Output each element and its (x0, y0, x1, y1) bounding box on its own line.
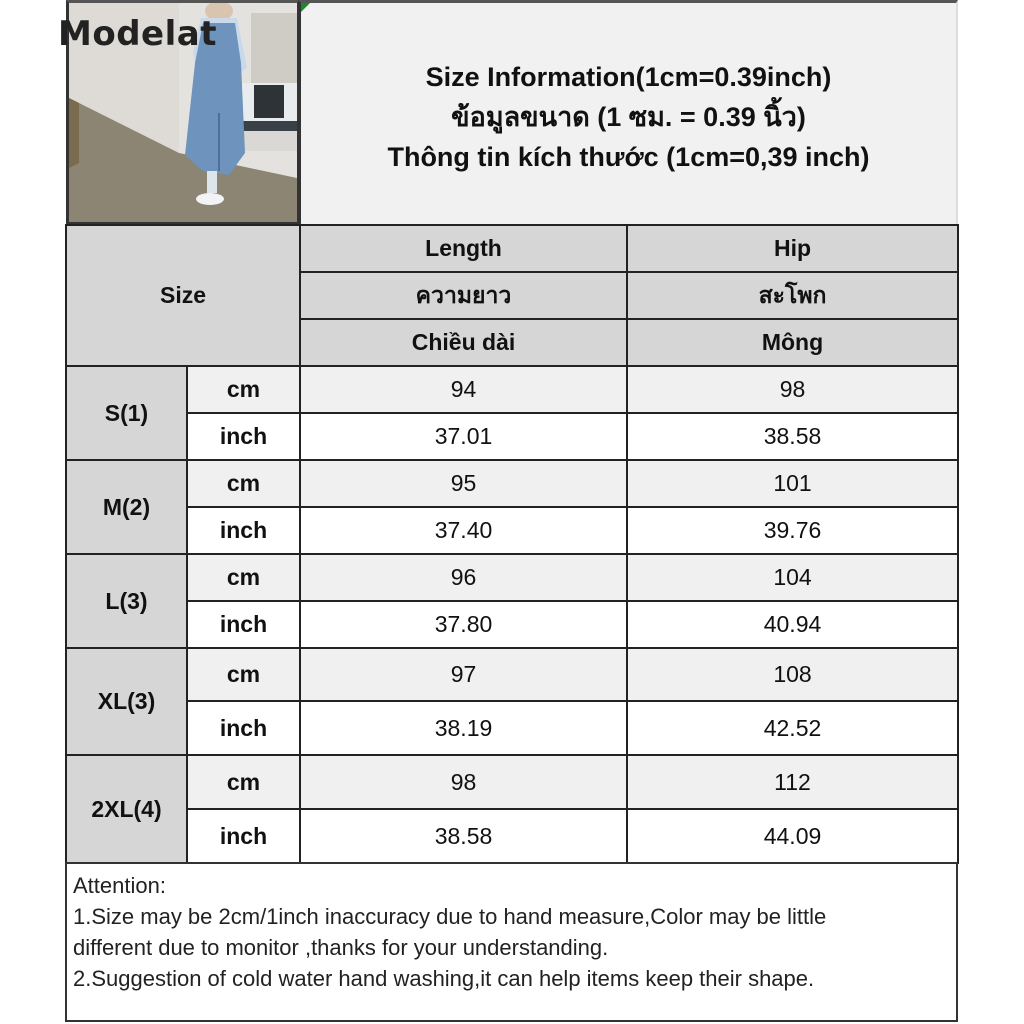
attention-notes (65, 862, 958, 1022)
unit-label: inch (187, 507, 300, 554)
length-value: 38.19 (300, 701, 627, 755)
hip-value: 38.58 (627, 413, 958, 460)
hip-value: 40.94 (627, 601, 958, 648)
length-value: 97 (300, 648, 627, 701)
hip-header-en: Hip (627, 225, 958, 272)
length-value: 38.58 (300, 809, 627, 863)
watermark-text: Modelat (58, 14, 217, 54)
length-header-en: Length (300, 225, 627, 272)
length-value: 37.80 (300, 601, 627, 648)
title-vietnamese: Thông tin kích thước (1cm=0,39 inch) (387, 142, 870, 172)
hip-header-vi: Mông (627, 319, 958, 366)
table-row (66, 366, 958, 413)
length-value: 37.40 (300, 507, 627, 554)
table-row (66, 507, 958, 554)
hip-value: 98 (627, 366, 958, 413)
notes-heading: Attention: (73, 873, 166, 898)
unit-label: inch (187, 601, 300, 648)
unit-label: cm (187, 366, 300, 413)
table-row (66, 809, 958, 863)
length-header-vi: Chiều dài (300, 319, 627, 366)
table-row (66, 460, 958, 507)
note-line-2: different due to monitor ,thanks for your understanding. (73, 935, 609, 960)
hip-header-th: สะโพก (627, 272, 958, 319)
table-row (66, 701, 958, 755)
table-row (66, 648, 958, 701)
size-label: L(3) (66, 554, 187, 648)
size-info-title-cell (298, 0, 958, 227)
length-value: 94 (300, 366, 627, 413)
unit-label: inch (187, 413, 300, 460)
table-row (66, 413, 958, 460)
unit-label: inch (187, 809, 300, 863)
hip-value: 104 (627, 554, 958, 601)
length-value: 96 (300, 554, 627, 601)
unit-label: cm (187, 554, 300, 601)
unit-label: cm (187, 648, 300, 701)
cell-marker-icon (301, 3, 310, 12)
table-row (66, 554, 958, 601)
hip-value: 42.52 (627, 701, 958, 755)
table-row (66, 601, 958, 648)
unit-label: cm (187, 755, 300, 809)
title-thai: ข้อมูลขนาด (1 ซม. = 0.39 นิ้ว) (451, 102, 806, 132)
size-label: M(2) (66, 460, 187, 554)
size-label: 2XL(4) (66, 755, 187, 863)
hip-value: 101 (627, 460, 958, 507)
size-label: S(1) (66, 366, 187, 460)
hip-value: 112 (627, 755, 958, 809)
hip-value: 44.09 (627, 809, 958, 863)
note-line-1: 1.Size may be 2cm/1inch inaccuracy due to hand measure,Color may be little (73, 904, 827, 929)
length-value: 37.01 (300, 413, 627, 460)
size-header: Size (66, 225, 300, 366)
length-header-th: ความยาว (300, 272, 627, 319)
unit-label: inch (187, 701, 300, 755)
length-value: 98 (300, 755, 627, 809)
size-label: XL(3) (66, 648, 187, 755)
note-line-3: 2.Suggestion of cold water hand washing,it can help items keep their shape. (73, 966, 815, 991)
length-value: 95 (300, 460, 627, 507)
size-chart-table (65, 224, 959, 864)
hip-value: 108 (627, 648, 958, 701)
hip-value: 39.76 (627, 507, 958, 554)
table-row (66, 755, 958, 809)
title-english: Size Information(1cm=0.39inch) (425, 62, 832, 92)
unit-label: cm (187, 460, 300, 507)
